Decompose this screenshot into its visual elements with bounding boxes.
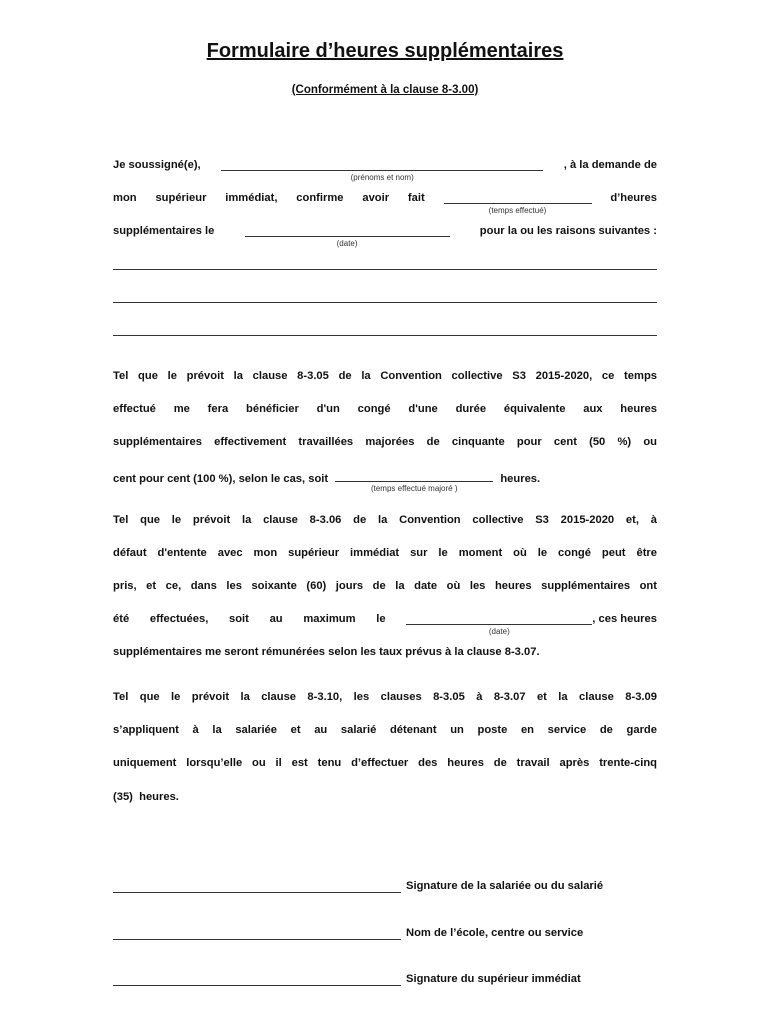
clause-8-3-05-line: supplémentaires effectivement travaillées majorées de cinquante pour cent (50 %) ou (113, 436, 657, 448)
clause-word: au (269, 613, 283, 625)
clause-word: maximum (303, 613, 356, 625)
reason-line-3[interactable] (113, 335, 657, 336)
clause-word: effectuées, (149, 613, 209, 625)
time-worked-hint: (temps effectué) (488, 206, 547, 215)
intro-text: pour la ou les raisons suivantes : (479, 225, 657, 237)
intro-line-2 (113, 191, 657, 215)
clause-8-3-06-line: pris, et ce, dans les soixante (60) jours de la date où les heures supplémentaires ont (113, 580, 657, 592)
name-field[interactable] (221, 158, 543, 182)
name-hint: (prénoms et nom) (350, 173, 414, 182)
clause-word: le (376, 613, 386, 625)
clause-text: , ces heures (592, 613, 657, 625)
clause-8-3-06-line-4 (113, 612, 657, 636)
intro-text: Je soussigné(e), (113, 159, 201, 171)
intro-word: supérieur (155, 192, 207, 204)
clause-word: soit (229, 613, 249, 625)
intro-word: d’heures (610, 192, 657, 204)
max-date-group (406, 612, 657, 636)
school-name-line[interactable] (113, 939, 401, 940)
employee-signature-label: Signature de la salariée ou du salarié (406, 880, 604, 892)
intro-line-3 (113, 224, 657, 248)
intro-text: , à la demande de (563, 159, 657, 171)
intro-word: mon (113, 192, 137, 204)
clause-8-3-10-line: Tel que le prévoit la clause 8-3.10, les clauses 8-3.05 à 8-3.07 et la clause 8-3.09 (113, 691, 657, 703)
max-date-field[interactable] (406, 612, 592, 636)
clause-8-3-05-line: Tel que le prévoit la clause 8-3.05 de la Convention collective S3 2015-2020, ce temps (113, 370, 657, 382)
form-subtitle: (Conformément à la clause 8-3.00) (291, 84, 479, 96)
supervisor-signature-line[interactable] (113, 985, 401, 986)
increased-time-field[interactable] (335, 469, 493, 493)
max-date-hint: (date) (488, 627, 510, 636)
clause-8-3-05-line: effectué me fera bénéficier d'un congé d'une durée équivalente aux heures (113, 403, 657, 415)
clause-text: cent pour cent (100 %), selon le cas, soit (113, 473, 329, 485)
clause-8-3-06-line: supplémentaires me seront rémunérées selon les taux prévus à la clause 8-3.07. (113, 646, 540, 658)
employee-signature-line[interactable] (113, 892, 401, 893)
intro-word: confirme (296, 192, 344, 204)
reason-line-1[interactable] (113, 269, 657, 270)
intro-line-1 (113, 158, 657, 182)
intro-word: avoir (362, 192, 390, 204)
time-worked-field[interactable] (444, 191, 592, 215)
intro-text: supplémentaires le (113, 225, 215, 237)
school-name-label: Nom de l’école, centre ou service (406, 927, 584, 939)
date-field[interactable] (245, 224, 450, 248)
clause-text: heures. (500, 473, 541, 485)
date-hint: (date) (336, 239, 358, 248)
increased-time-hint: (temps effectué majoré ) (370, 484, 458, 493)
clause-8-3-06-line: défaut d'entente avec mon supérieur immédiat sur le moment où le congé peut être (113, 547, 657, 559)
clause-8-3-05-line-4 (113, 469, 657, 493)
reason-line-2[interactable] (113, 302, 657, 303)
supervisor-signature-label: Signature du supérieur immédiat (406, 973, 581, 985)
clause-8-3-10-line: uniquement lorsqu’elle ou il est tenu d’effectuer des heures de travail après trente-cinq (113, 757, 657, 769)
intro-word: fait (407, 192, 425, 204)
form-title: Formulaire d’heures supplémentaires (206, 40, 564, 62)
clause-word: été (113, 613, 130, 625)
clause-8-3-06-line: Tel que le prévoit la clause 8-3.06 de la Convention collective S3 2015-2020 et, à (113, 514, 657, 526)
intro-word: immédiat, (225, 192, 278, 204)
clause-8-3-10-line: s’appliquent à la salariée et au salarié détenant un poste en service de garde (113, 724, 657, 736)
clause-8-3-10-line: (35) heures. (113, 791, 179, 803)
